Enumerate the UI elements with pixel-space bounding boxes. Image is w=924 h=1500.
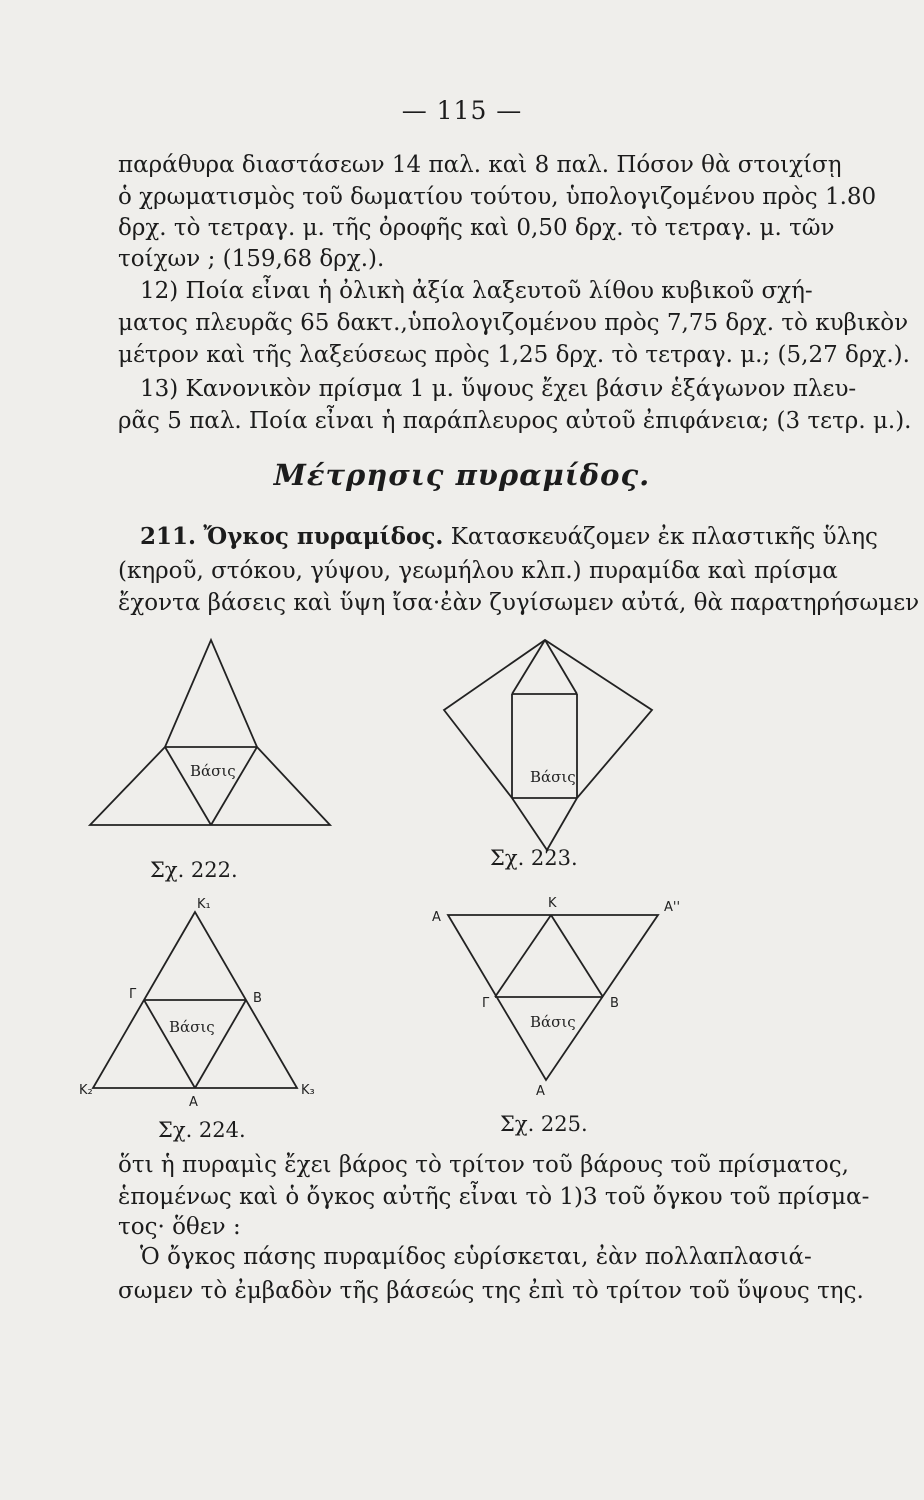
base-edge-left bbox=[165, 747, 211, 825]
figure-223 bbox=[440, 640, 690, 855]
figure-223-caption: Σχ. 223. bbox=[490, 846, 578, 870]
text-line: παράθυρα διαστάσεων 14 παλ. καὶ 8 παλ. Πόσον θὰ στοιχίσῃ bbox=[118, 152, 842, 178]
problem-12-line: μέτρον καὶ τῆς λαξεύσεως πρὸς 1,25 δρχ. τὸ τετραγ. μ.; (5,27 δρχ.). bbox=[118, 342, 910, 368]
vertex-label-g: Γ bbox=[482, 996, 490, 1011]
midline-left bbox=[144, 1000, 195, 1088]
figure-222-caption: Σχ. 222. bbox=[150, 858, 238, 882]
conclusion-line: ἑπομένως καὶ ὁ ὄγκος αὐτῆς εἶναι τὸ 1)3 τοῦ ὄγκου τοῦ πρίσμα- bbox=[118, 1184, 870, 1210]
base-label: Βάσις bbox=[530, 1013, 576, 1031]
conclusion-line: τος· ὅθεν : bbox=[118, 1214, 241, 1240]
section-heading: Μέτρησις πυραμίδος. bbox=[273, 458, 651, 492]
vertex-label-b: Β bbox=[253, 991, 262, 1006]
section-number: 211. bbox=[140, 523, 197, 550]
midline-right bbox=[551, 915, 603, 997]
net-outline bbox=[90, 640, 330, 825]
fold-line bbox=[512, 640, 545, 694]
section-text: Κατασκευάζομεν ἐκ πλαστικῆς ὕλης bbox=[450, 524, 878, 550]
vertex-label-k2: Κ₂ bbox=[79, 1083, 93, 1098]
vertex-label-k1: Κ₁ bbox=[197, 897, 211, 912]
base-edge-right bbox=[211, 747, 257, 825]
vertex-label-a-bottom: Α bbox=[536, 1084, 545, 1099]
vertex-label-k: Κ bbox=[548, 896, 557, 911]
figure-225-caption: Σχ. 225. bbox=[500, 1112, 588, 1136]
problem-13-line: 13) Κανονικὸν πρίσμα 1 μ. ὕψους ἔχει βάσιν ἑξάγωνον πλευ- bbox=[140, 376, 857, 402]
base-label: Βάσις bbox=[190, 762, 236, 780]
base-label: Βάσις bbox=[530, 768, 576, 786]
problem-12-line: 12) Ποία εἶναι ἡ ὀλικὴ ἀξία λαξευτοῦ λίθου κυβικοῦ σχή- bbox=[140, 278, 813, 304]
net-outline bbox=[444, 640, 652, 850]
section-211-first-line bbox=[140, 522, 878, 552]
text-line: δρχ. τὸ τετραγ. μ. τῆς ὀροφῆς καὶ 0,50 δρχ. τὸ τετραγ. μ. τῶν bbox=[118, 215, 835, 241]
page-number: — 115 — bbox=[401, 96, 523, 125]
vertex-label-k3: Κ₃ bbox=[301, 1083, 315, 1098]
problem-12-line: ματος πλευρᾶς 65 δακτ.,ὑπολογιζομένου πρὸς 7,75 δρχ. τὸ κυβικὸν bbox=[118, 310, 909, 336]
midline-left bbox=[495, 915, 551, 997]
rule-line: Ὁ ὄγκος πάσης πυραμίδος εὑρίσκεται, ἐὰν πολλαπλασιά- bbox=[140, 1244, 812, 1270]
problem-13-line: ρᾶς 5 παλ. Ποία εἶναι ἡ παράπλευρος αὐτοῦ ἐπιφάνεια; (3 τετρ. μ.). bbox=[118, 408, 912, 434]
section-211-line: ἔχοντα βάσεις καὶ ὕψη ἴσα·ἐὰν ζυγίσωμεν αὐτά, θὰ παρατηρήσωμεν bbox=[118, 590, 920, 616]
rule-line: σωμεν τὸ ἐμβαδὸν τῆς βάσεώς της ἐπὶ τὸ τρίτον τοῦ ὕψους της. bbox=[118, 1278, 864, 1304]
section-211-line: (κηροῦ, στόκου, γύψου, γεωμήλου κλπ.) πυραμίδα καὶ πρίσμα bbox=[118, 558, 838, 584]
vertex-label-a: Α bbox=[189, 1095, 198, 1110]
figure-224 bbox=[79, 897, 330, 1123]
vertex-label-b: Β bbox=[610, 996, 619, 1011]
figure-222 bbox=[90, 630, 340, 850]
text-line: τοίχων ; (159,68 δρχ.). bbox=[118, 246, 385, 272]
vertex-label-a-right: Α'' bbox=[664, 900, 681, 915]
base-label: Βάσις bbox=[169, 1018, 215, 1036]
section-title: Ὄγκος πυραμίδος. bbox=[203, 523, 444, 550]
vertex-label-g: Γ bbox=[129, 987, 137, 1002]
figure-224-caption: Σχ. 224. bbox=[158, 1118, 246, 1142]
conclusion-line: ὅτι ἡ πυραμὶς ἔχει βάρος τὸ τρίτον τοῦ βάρους τοῦ πρίσματος, bbox=[118, 1152, 849, 1178]
figure-225 bbox=[428, 895, 698, 1099]
fold-line bbox=[545, 640, 577, 694]
vertex-label-a-left: Α bbox=[432, 910, 441, 925]
text-line: ὁ χρωματισμὸς τοῦ δωματίου τούτου, ὑπολογιζομένου πρὸς 1.80 bbox=[118, 184, 877, 210]
midline-right bbox=[195, 1000, 246, 1088]
